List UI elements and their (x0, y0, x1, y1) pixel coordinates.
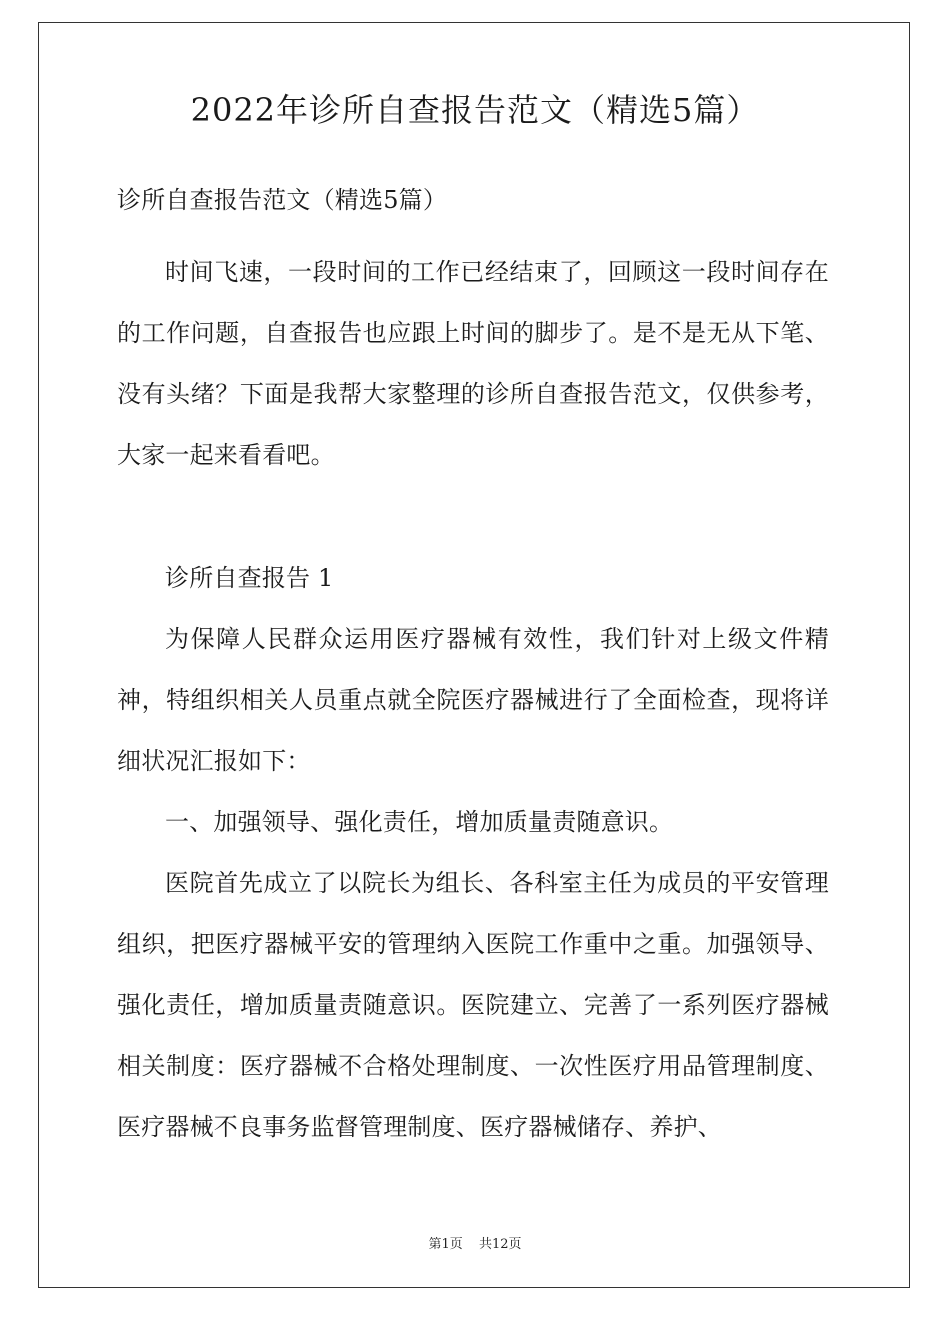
section-paragraph-2: 医院首先成立了以院长为组长、各科室主任为成员的平安管理组织，把医疗器械平安的管理纳入医院工作重中之重。加强领导、强化责任，增加质量责随意识。医院建立、完善了一系列医疗器械相关制度：医疗器械不合格处理制度、一次性医疗用品管理制度、医疗器械不良事务监督管理制度、医疗器械储存、养护、 (117, 869, 829, 1141)
document-title: 2022年诊所自查报告范文（精选5篇） (190, 91, 760, 129)
section-paragraph-1: 为保障人民群众运用医疗器械有效性，我们针对上级文件精神，特组织相关人员重点就全院医疗器械进行了全面检查，现将详细状况汇报如下： (117, 625, 829, 775)
page-number: 第1页 (428, 1237, 463, 1252)
section-item-1: 一、加强领导、强化责任，增加质量责随意识。 (165, 808, 674, 836)
paragraph-gap (117, 486, 829, 548)
document-subtitle: 诊所自查报告范文（精选5篇） (117, 186, 448, 214)
intro-paragraph: 时间飞速，一段时间的工作已经结束了，回顾这一段时间存在的工作问题，自查报告也应跟上时间的脚步了。是不是无从下笔、没有头绪？下面是我帮大家整理的诊所自查报告范文，仅供参考，大家一起来看看吧。 (117, 258, 829, 469)
section-heading: 诊所自查报告 1 (165, 564, 334, 592)
document-body (117, 180, 829, 1158)
page-footer (0, 1233, 950, 1252)
page-total: 共12页 (478, 1237, 522, 1252)
